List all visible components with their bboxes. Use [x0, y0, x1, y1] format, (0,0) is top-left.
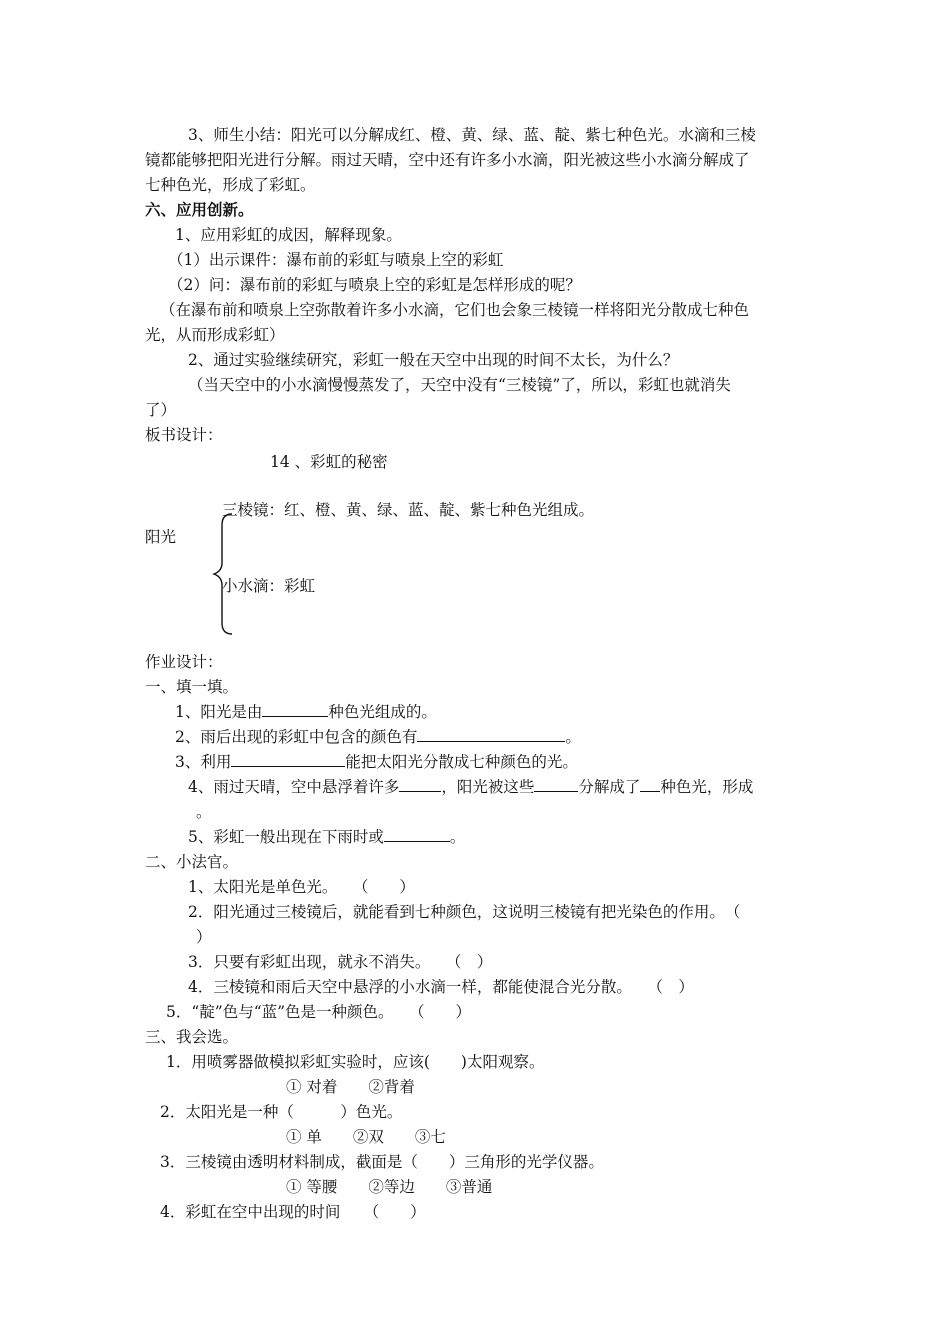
answer-blank[interactable]: [640, 777, 660, 792]
fill-q3-text-b: 能把太阳光分散成七种颜色的光。: [345, 753, 578, 771]
judge-question-4: 4．三棱镜和雨后天空中悬浮的小水滴一样，都能使混合光分散。 （ ）: [188, 978, 694, 996]
fill-q1-text-a: 1、阳光是由: [175, 703, 263, 721]
fill-q5-text-a: 5、彩虹一般出现在下雨时或: [188, 828, 384, 846]
board-prism-line: 三棱镜：红、橙、黄、绿、蓝、靛、紫七种色光组成。: [222, 501, 595, 519]
application-answer-2-line-1: （当天空中的小水滴慢慢蒸发了，天空中没有“三棱镜”了，所以，彩虹也就消失: [188, 376, 731, 394]
board-droplet-line: 小水滴：彩虹: [222, 577, 316, 595]
application-item-1: 1、应用彩虹的成因，解释现象。: [175, 226, 402, 244]
fill-q5-text-b: 。: [449, 828, 466, 846]
answer-blank[interactable]: [231, 752, 345, 767]
choice-options-1: ① 对着 ②背着: [286, 1078, 415, 1096]
fill-q2-text-a: 2、雨后出现的彩虹中包含的颜色有: [175, 728, 418, 746]
fill-question-4: [188, 777, 753, 797]
choice-question-1: 1．用喷雾器做模拟彩虹实验时，应该( )太阳观察。: [166, 1053, 545, 1071]
choice-options-2: ① 单 ②双 ③七: [286, 1128, 446, 1146]
fill-q4-text-c: 分解成了: [578, 778, 641, 796]
application-answer-2-line-2: 了）: [145, 401, 177, 419]
curly-brace-icon: [210, 513, 234, 635]
answer-blank[interactable]: [262, 702, 328, 717]
board-title: 14 、彩虹的秘密: [270, 453, 388, 471]
application-item-1-1: （1）出示课件：瀑布前的彩虹与喷泉上空的彩虹: [168, 251, 504, 269]
section-six-heading: 六、应用创新。: [145, 200, 254, 219]
board-sunlight-label: 阳光: [145, 528, 177, 546]
answer-blank[interactable]: [534, 777, 578, 792]
board-design-label: 板书设计：: [145, 426, 223, 444]
application-answer-line-2: 光，从而形成彩虹）: [145, 326, 285, 344]
fill-question-5: [188, 827, 465, 847]
judge-question-3: 3．只要有彩虹出现，就永不消失。 （ ）: [188, 953, 493, 971]
fill-question-3: [175, 752, 578, 772]
judge-question-5: 5．“靛”色与“蓝”色是一种颜色。 （ ）: [166, 1003, 472, 1021]
fill-question-1: [175, 702, 437, 722]
fill-q2-text-b: 。: [565, 728, 581, 746]
choice-heading: 三、我会选。: [145, 1028, 239, 1046]
choice-question-2: 2．太阳光是一种（ ）色光。: [160, 1103, 403, 1121]
summary-line-2: 镜都能够把阳光进行分解。雨过天晴，空中还有许多小水滴，阳光被这些小水滴分解成了: [145, 151, 750, 169]
judge-question-2: 2．阳光通过三棱镜后，就能看到七种颜色，这说明三棱镜有把光染色的作用。 （: [188, 903, 741, 921]
choice-question-3: 3．三棱镜由透明材料制成，截面是（ ）三角形的光学仪器。: [160, 1153, 604, 1171]
fill-question-2: [175, 727, 581, 747]
fill-q4-text-d: 种色光，形成: [660, 778, 754, 796]
fill-q4-text-b: ，阳光被这些: [441, 778, 535, 796]
judge-heading: 二、小法官。: [145, 853, 239, 871]
application-answer-line-1: （在瀑布前和喷泉上空弥散着许多小水滴，它们也会象三棱镜一样将阳光分散成七种色: [160, 301, 750, 319]
homework-label: 作业设计：: [145, 653, 223, 671]
answer-blank[interactable]: [384, 827, 450, 842]
summary-line-1: 3、师生小结：阳光可以分解成红、橙、黄、绿、蓝、靛、紫七种色光。水滴和三棱: [188, 126, 756, 144]
answer-blank[interactable]: [399, 777, 441, 792]
fill-question-4-end: 。: [196, 803, 212, 821]
fill-q1-text-b: 种色光组成的。: [328, 703, 437, 721]
judge-question-2-end: ）: [196, 928, 212, 946]
fill-blank-heading: 一、填一填。: [145, 678, 239, 696]
answer-blank[interactable]: [417, 727, 565, 742]
fill-q4-text-a: 4、雨过天晴，空中悬浮着许多: [188, 778, 400, 796]
choice-question-4: 4．彩虹在空中出现的时间 （ ）: [160, 1203, 426, 1221]
application-item-1-2: （2）问：瀑布前的彩虹与喷泉上空的彩虹是怎样形成的呢？: [168, 276, 581, 294]
choice-options-3: ① 等腰 ②等边 ③普通: [286, 1178, 493, 1196]
application-item-2: 2、通过实验继续研究，彩虹一般在天空中出现的时间不太长，为什么？: [188, 351, 679, 369]
fill-q3-text-a: 3、利用: [175, 753, 232, 771]
summary-line-3: 七种色光，形成了彩虹。: [145, 176, 316, 194]
judge-question-1: 1、太阳光是单色光。 （ ）: [188, 878, 415, 896]
